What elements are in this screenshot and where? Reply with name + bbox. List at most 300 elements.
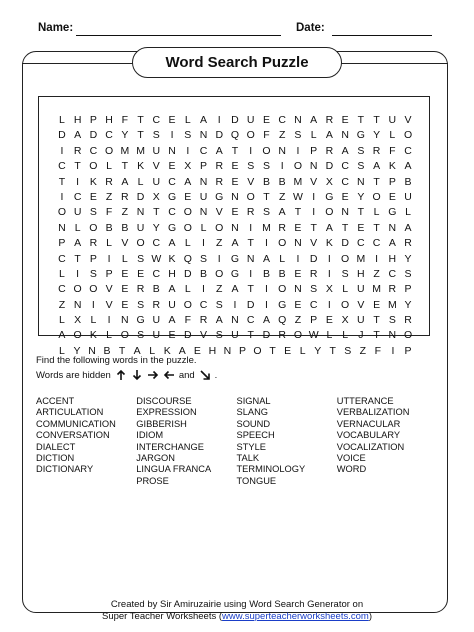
- grid-cell[interactable]: O: [372, 190, 381, 203]
- grid-cell[interactable]: O: [325, 206, 334, 219]
- grid-cell[interactable]: L: [299, 344, 306, 357]
- grid-cell[interactable]: I: [280, 160, 284, 173]
- grid-cell[interactable]: N: [341, 129, 349, 142]
- grid-cell[interactable]: A: [231, 237, 239, 250]
- grid-cell[interactable]: T: [373, 329, 380, 342]
- grid-cell[interactable]: E: [341, 190, 349, 203]
- grid-cell[interactable]: G: [167, 190, 177, 203]
- grid-cell[interactable]: O: [278, 283, 287, 296]
- grid-cell[interactable]: N: [309, 160, 318, 173]
- grid-cell[interactable]: R: [388, 283, 397, 296]
- grid-cell[interactable]: O: [293, 160, 302, 173]
- grid-cell[interactable]: M: [262, 221, 271, 234]
- grid-cell[interactable]: X: [325, 283, 333, 296]
- grid-cell[interactable]: G: [167, 221, 177, 234]
- grid-cell[interactable]: T: [247, 237, 254, 250]
- grid-cell[interactable]: E: [121, 298, 129, 311]
- grid-cell[interactable]: C: [278, 114, 286, 126]
- grid-cell[interactable]: R: [404, 237, 412, 250]
- grid-cell[interactable]: N: [199, 175, 208, 188]
- grid-cell[interactable]: V: [404, 114, 412, 126]
- grid-cell[interactable]: G: [388, 206, 397, 219]
- grid-cell[interactable]: L: [184, 114, 191, 126]
- grid-cell[interactable]: Z: [373, 267, 380, 280]
- grid-cell[interactable]: N: [278, 144, 286, 157]
- grid-cell[interactable]: Q: [230, 129, 240, 142]
- grid-cell[interactable]: P: [89, 252, 97, 265]
- grid-cell[interactable]: D: [58, 129, 66, 142]
- grid-cell[interactable]: Y: [373, 129, 381, 142]
- grid-cell[interactable]: L: [200, 221, 207, 234]
- grid-cell[interactable]: L: [58, 344, 65, 357]
- grid-cell[interactable]: N: [121, 314, 129, 327]
- grid-cell[interactable]: E: [294, 221, 302, 234]
- grid-cell[interactable]: M: [356, 252, 366, 265]
- grid-cell[interactable]: V: [310, 237, 318, 250]
- grid-cell[interactable]: I: [202, 237, 205, 250]
- grid-cell[interactable]: N: [199, 206, 208, 219]
- grid-cell[interactable]: N: [223, 344, 232, 357]
- grid-cell[interactable]: D: [215, 129, 224, 142]
- grid-cell[interactable]: L: [184, 283, 191, 296]
- grid-cell[interactable]: I: [91, 298, 95, 311]
- grid-cell[interactable]: X: [341, 314, 349, 327]
- grid-cell[interactable]: R: [152, 298, 161, 311]
- grid-cell[interactable]: B: [152, 283, 160, 296]
- grid-cell[interactable]: U: [357, 314, 365, 327]
- grid-cell[interactable]: N: [246, 252, 255, 265]
- grid-cell[interactable]: I: [170, 129, 174, 142]
- grid-cell[interactable]: L: [405, 206, 411, 219]
- grid-cell[interactable]: O: [403, 129, 413, 142]
- grid-cell[interactable]: D: [231, 114, 239, 126]
- grid-cell[interactable]: E: [121, 267, 129, 280]
- grid-cell[interactable]: I: [217, 114, 221, 126]
- grid-cell[interactable]: E: [388, 190, 396, 203]
- grid-cell[interactable]: A: [74, 129, 82, 142]
- grid-cell[interactable]: A: [404, 160, 412, 173]
- grid-cell[interactable]: R: [215, 175, 224, 188]
- grid-cell[interactable]: O: [262, 144, 271, 157]
- grid-cell[interactable]: A: [168, 283, 176, 296]
- grid-cell[interactable]: U: [168, 298, 176, 311]
- grid-cell[interactable]: N: [231, 190, 239, 203]
- grid-cell[interactable]: W: [308, 329, 319, 342]
- grid-cell[interactable]: O: [293, 329, 302, 342]
- grid-cell[interactable]: Y: [404, 252, 412, 265]
- grid-cell[interactable]: S: [215, 329, 223, 342]
- grid-cell[interactable]: F: [105, 206, 113, 219]
- grid-cell[interactable]: E: [231, 160, 239, 173]
- grid-cell[interactable]: H: [208, 344, 217, 357]
- grid-cell[interactable]: G: [215, 190, 224, 203]
- grid-cell[interactable]: R: [105, 175, 113, 188]
- grid-cell[interactable]: K: [89, 175, 97, 188]
- grid-cell[interactable]: O: [73, 283, 82, 296]
- grid-cell[interactable]: O: [183, 206, 192, 219]
- grid-cell[interactable]: F: [121, 114, 129, 126]
- grid-cell[interactable]: H: [388, 252, 397, 265]
- grid-cell[interactable]: R: [309, 267, 318, 280]
- grid-cell[interactable]: Y: [314, 344, 322, 357]
- grid-cell[interactable]: C: [58, 160, 66, 173]
- grid-cell[interactable]: Y: [404, 298, 412, 311]
- grid-cell[interactable]: O: [136, 237, 145, 250]
- grid-cell[interactable]: S: [137, 298, 145, 311]
- grid-cell[interactable]: S: [89, 267, 97, 280]
- grid-cell[interactable]: N: [168, 144, 176, 157]
- grid-cell[interactable]: R: [404, 314, 412, 327]
- grid-cell[interactable]: I: [312, 190, 316, 203]
- grid-cell[interactable]: C: [388, 267, 397, 280]
- grid-cell[interactable]: C: [152, 114, 161, 126]
- grid-cell[interactable]: K: [325, 237, 333, 250]
- grid-cell[interactable]: S: [404, 267, 412, 280]
- grid-cell[interactable]: S: [89, 206, 97, 219]
- grid-cell[interactable]: L: [106, 237, 113, 250]
- grid-cell[interactable]: A: [178, 344, 186, 357]
- grid-cell[interactable]: M: [387, 298, 397, 311]
- grid-cell[interactable]: I: [296, 252, 300, 265]
- grid-cell[interactable]: C: [168, 206, 176, 219]
- grid-cell[interactable]: T: [263, 190, 270, 203]
- grid-cell[interactable]: P: [310, 314, 318, 327]
- grid-cell[interactable]: A: [184, 175, 192, 188]
- grid-cell[interactable]: T: [373, 314, 380, 327]
- grid-cell[interactable]: E: [373, 298, 381, 311]
- grid-cell[interactable]: R: [199, 314, 208, 327]
- grid-cell[interactable]: S: [344, 344, 352, 357]
- grid-cell[interactable]: I: [327, 252, 331, 265]
- grid-cell[interactable]: S: [137, 329, 145, 342]
- grid-cell[interactable]: O: [341, 252, 350, 265]
- grid-cell[interactable]: N: [388, 329, 397, 342]
- grid-cell[interactable]: I: [391, 344, 395, 357]
- grid-cell[interactable]: D: [246, 298, 255, 311]
- grid-cell[interactable]: U: [152, 175, 161, 188]
- grid-cell[interactable]: J: [358, 329, 364, 342]
- grid-cell[interactable]: R: [372, 144, 381, 157]
- grid-cell[interactable]: L: [373, 206, 380, 219]
- grid-cell[interactable]: C: [105, 129, 113, 142]
- grid-cell[interactable]: A: [262, 252, 270, 265]
- grid-cell[interactable]: A: [373, 160, 381, 173]
- grid-cell[interactable]: Z: [58, 298, 66, 311]
- grid-cell[interactable]: Z: [278, 129, 286, 142]
- grid-cell[interactable]: T: [247, 329, 254, 342]
- grid-cell[interactable]: V: [105, 298, 113, 311]
- grid-cell[interactable]: S: [310, 283, 318, 296]
- grid-cell[interactable]: R: [121, 190, 129, 203]
- grid-cell[interactable]: A: [133, 344, 141, 357]
- grid-cell[interactable]: B: [121, 221, 129, 234]
- grid-cell[interactable]: S: [357, 144, 365, 157]
- grid-cell[interactable]: S: [262, 160, 270, 173]
- grid-cell[interactable]: Z: [278, 190, 286, 203]
- grid-cell[interactable]: S: [152, 129, 160, 142]
- grid-cell[interactable]: Y: [152, 221, 160, 234]
- grid-cell[interactable]: Z: [216, 283, 223, 296]
- grid-cell[interactable]: N: [294, 114, 302, 126]
- grid-cell[interactable]: I: [60, 144, 64, 157]
- grid-cell[interactable]: A: [58, 329, 66, 342]
- grid-cell[interactable]: X: [74, 314, 82, 327]
- grid-cell[interactable]: I: [264, 283, 268, 296]
- grid-cell[interactable]: Z: [216, 237, 223, 250]
- grid-cell[interactable]: O: [341, 298, 350, 311]
- grid-cell[interactable]: G: [230, 252, 240, 265]
- grid-cell[interactable]: I: [76, 175, 80, 188]
- grid-cell[interactable]: Z: [121, 206, 129, 219]
- grid-cell[interactable]: I: [375, 252, 379, 265]
- grid-cell[interactable]: V: [152, 160, 160, 173]
- grid-cell[interactable]: K: [388, 160, 396, 173]
- grid-cell[interactable]: D: [183, 267, 192, 280]
- grid-cell[interactable]: Y: [73, 344, 81, 357]
- grid-cell[interactable]: S: [247, 160, 255, 173]
- grid-cell[interactable]: B: [278, 267, 286, 280]
- grid-cell[interactable]: L: [389, 129, 396, 142]
- grid-cell[interactable]: I: [217, 252, 221, 265]
- grid-cell[interactable]: R: [278, 329, 286, 342]
- grid-cell[interactable]: R: [325, 114, 334, 126]
- grid-cell[interactable]: T: [137, 129, 144, 142]
- grid-cell[interactable]: C: [168, 175, 176, 188]
- grid-cell[interactable]: U: [152, 144, 161, 157]
- grid-cell[interactable]: U: [246, 114, 255, 126]
- grid-cell[interactable]: R: [89, 237, 98, 250]
- grid-cell[interactable]: Q: [183, 252, 192, 265]
- grid-cell[interactable]: D: [262, 329, 271, 342]
- grid-cell[interactable]: C: [199, 144, 208, 157]
- grid-cell[interactable]: X: [325, 175, 333, 188]
- grid-cell[interactable]: E: [262, 114, 270, 126]
- grid-cell[interactable]: I: [249, 221, 253, 234]
- grid-cell[interactable]: C: [58, 252, 66, 265]
- grid-cell[interactable]: L: [90, 314, 97, 327]
- grid-cell[interactable]: A: [262, 314, 270, 327]
- grid-cell[interactable]: C: [357, 237, 365, 250]
- grid-cell[interactable]: N: [136, 206, 145, 219]
- grid-cell[interactable]: V: [247, 175, 255, 188]
- grid-cell[interactable]: E: [168, 160, 176, 173]
- grid-cell[interactable]: A: [121, 175, 129, 188]
- grid-cell[interactable]: N: [294, 237, 302, 250]
- grid-cell[interactable]: P: [200, 160, 208, 173]
- grid-cell[interactable]: E: [89, 190, 97, 203]
- grid-cell[interactable]: I: [233, 298, 237, 311]
- grid-cell[interactable]: A: [215, 314, 223, 327]
- grid-cell[interactable]: C: [309, 298, 318, 311]
- grid-cell[interactable]: G: [278, 298, 287, 311]
- grid-cell[interactable]: T: [341, 221, 349, 234]
- grid-cell[interactable]: I: [327, 267, 331, 280]
- grid-cell[interactable]: E: [231, 175, 239, 188]
- grid-cell[interactable]: Q: [278, 314, 287, 327]
- grid-cell[interactable]: I: [264, 298, 268, 311]
- grid-cell[interactable]: E: [294, 298, 302, 311]
- grid-cell[interactable]: C: [73, 190, 82, 203]
- grid-cell[interactable]: V: [200, 329, 208, 342]
- grid-cell[interactable]: O: [215, 221, 224, 234]
- grid-cell[interactable]: O: [89, 160, 98, 173]
- grid-cell[interactable]: T: [310, 221, 317, 234]
- grid-cell[interactable]: N: [88, 344, 96, 357]
- grid-cell[interactable]: L: [149, 344, 156, 357]
- grid-cell[interactable]: A: [325, 221, 333, 234]
- grid-cell[interactable]: G: [356, 129, 365, 142]
- grid-cell[interactable]: T: [329, 344, 336, 357]
- grid-cell[interactable]: I: [60, 190, 64, 203]
- grid-cell[interactable]: N: [357, 175, 365, 188]
- grid-cell[interactable]: I: [312, 206, 316, 219]
- grid-cell[interactable]: L: [58, 114, 65, 126]
- grid-cell[interactable]: Z: [294, 314, 302, 327]
- grid-cell[interactable]: T: [247, 283, 254, 296]
- name-field-line[interactable]: [76, 35, 281, 36]
- grid-cell[interactable]: L: [74, 221, 81, 234]
- grid-cell[interactable]: T: [74, 160, 81, 173]
- grid-cell[interactable]: N: [58, 221, 66, 234]
- grid-cell[interactable]: E: [357, 221, 365, 234]
- grid-cell[interactable]: R: [215, 160, 224, 173]
- grid-cell[interactable]: H: [105, 114, 113, 126]
- grid-cell[interactable]: B: [262, 175, 270, 188]
- grid-cell[interactable]: L: [326, 329, 333, 342]
- grid-cell[interactable]: R: [136, 283, 145, 296]
- grid-cell[interactable]: S: [357, 160, 365, 173]
- grid-cell[interactable]: I: [249, 267, 253, 280]
- grid-cell[interactable]: T: [137, 114, 144, 126]
- grid-cell[interactable]: M: [293, 175, 303, 188]
- grid-cell[interactable]: O: [215, 267, 224, 280]
- grid-cell[interactable]: Z: [359, 344, 367, 357]
- grid-cell[interactable]: E: [168, 114, 176, 126]
- grid-cell[interactable]: O: [89, 283, 98, 296]
- grid-cell[interactable]: A: [74, 237, 82, 250]
- grid-cell[interactable]: B: [103, 344, 111, 357]
- grid-cell[interactable]: F: [389, 144, 396, 157]
- grid-cell[interactable]: A: [325, 129, 333, 142]
- grid-cell[interactable]: K: [89, 329, 97, 342]
- grid-cell[interactable]: O: [183, 298, 192, 311]
- grid-cell[interactable]: O: [403, 329, 413, 342]
- grid-cell[interactable]: C: [58, 283, 66, 296]
- grid-cell[interactable]: C: [152, 267, 161, 280]
- grid-cell[interactable]: P: [404, 344, 412, 357]
- grid-cell[interactable]: L: [310, 129, 317, 142]
- grid-cell[interactable]: I: [296, 144, 300, 157]
- grid-cell[interactable]: L: [106, 329, 113, 342]
- grid-cell[interactable]: P: [310, 144, 318, 157]
- grid-cell[interactable]: C: [372, 237, 381, 250]
- grid-cell[interactable]: Y: [121, 129, 129, 142]
- grid-cell[interactable]: F: [263, 129, 270, 142]
- grid-cell[interactable]: V: [121, 237, 129, 250]
- grid-cell[interactable]: C: [89, 144, 98, 157]
- grid-cell[interactable]: L: [279, 252, 286, 265]
- grid-cell[interactable]: A: [231, 283, 239, 296]
- grid-cell[interactable]: S: [388, 314, 396, 327]
- grid-cell[interactable]: N: [199, 129, 208, 142]
- grid-cell[interactable]: I: [264, 237, 268, 250]
- grid-cell[interactable]: R: [278, 221, 286, 234]
- grid-cell[interactable]: T: [373, 114, 380, 126]
- grid-cell[interactable]: U: [199, 190, 208, 203]
- grid-cell[interactable]: U: [231, 329, 239, 342]
- grid-cell[interactable]: E: [325, 314, 333, 327]
- grid-cell[interactable]: T: [231, 144, 239, 157]
- grid-cell[interactable]: C: [341, 160, 349, 173]
- grid-cell[interactable]: T: [121, 160, 129, 173]
- date-field-line[interactable]: [332, 35, 432, 36]
- grid-cell[interactable]: P: [89, 114, 97, 126]
- grid-cell[interactable]: V: [357, 298, 365, 311]
- grid-cell[interactable]: C: [199, 298, 208, 311]
- grid-cell[interactable]: U: [357, 283, 365, 296]
- grid-cell[interactable]: L: [137, 175, 144, 188]
- grid-cell[interactable]: V: [310, 175, 318, 188]
- grid-cell[interactable]: L: [58, 314, 65, 327]
- grid-cell[interactable]: S: [262, 206, 270, 219]
- grid-cell[interactable]: I: [76, 267, 80, 280]
- grid-cell[interactable]: X: [152, 190, 160, 203]
- grid-cell[interactable]: H: [73, 114, 82, 126]
- grid-cell[interactable]: K: [168, 252, 176, 265]
- grid-cell[interactable]: I: [107, 314, 111, 327]
- grid-cell[interactable]: L: [184, 237, 191, 250]
- grid-cell[interactable]: W: [151, 252, 162, 265]
- grid-cell[interactable]: O: [57, 206, 66, 219]
- grid-cell[interactable]: X: [184, 160, 192, 173]
- grid-cell[interactable]: A: [168, 237, 176, 250]
- grid-cell[interactable]: N: [73, 298, 82, 311]
- grid-cell[interactable]: M: [120, 144, 130, 157]
- grid-cell[interactable]: L: [342, 329, 349, 342]
- grid-cell[interactable]: Z: [105, 190, 113, 203]
- grid-cell[interactable]: P: [404, 283, 412, 296]
- grid-cell[interactable]: T: [269, 344, 276, 357]
- grid-cell[interactable]: E: [231, 206, 239, 219]
- grid-cell[interactable]: K: [137, 160, 145, 173]
- grid-cell[interactable]: E: [294, 267, 302, 280]
- grid-cell[interactable]: U: [388, 114, 397, 126]
- grid-cell[interactable]: S: [215, 298, 223, 311]
- grid-cell[interactable]: T: [118, 344, 126, 357]
- grid-cell[interactable]: D: [183, 329, 192, 342]
- footer-link[interactable]: www.superteacherworksheets.com: [222, 611, 369, 622]
- grid-cell[interactable]: S: [184, 129, 192, 142]
- grid-cell[interactable]: E: [184, 190, 192, 203]
- grid-cell[interactable]: O: [183, 221, 192, 234]
- grid-cell[interactable]: O: [105, 144, 114, 157]
- grid-cell[interactable]: I: [202, 283, 205, 296]
- grid-cell[interactable]: A: [200, 114, 208, 126]
- grid-cell[interactable]: R: [73, 144, 82, 157]
- grid-cell[interactable]: D: [89, 129, 98, 142]
- grid-cell[interactable]: A: [215, 144, 223, 157]
- grid-cell[interactable]: N: [341, 206, 349, 219]
- grid-cell[interactable]: D: [341, 237, 349, 250]
- grid-cell[interactable]: I: [327, 298, 331, 311]
- grid-cell[interactable]: T: [153, 206, 160, 219]
- grid-cell[interactable]: B: [278, 175, 286, 188]
- grid-cell[interactable]: T: [357, 206, 365, 219]
- grid-cell[interactable]: G: [230, 267, 240, 280]
- grid-cell[interactable]: O: [246, 190, 255, 203]
- grid-cell[interactable]: G: [325, 190, 334, 203]
- grid-cell[interactable]: I: [186, 144, 190, 157]
